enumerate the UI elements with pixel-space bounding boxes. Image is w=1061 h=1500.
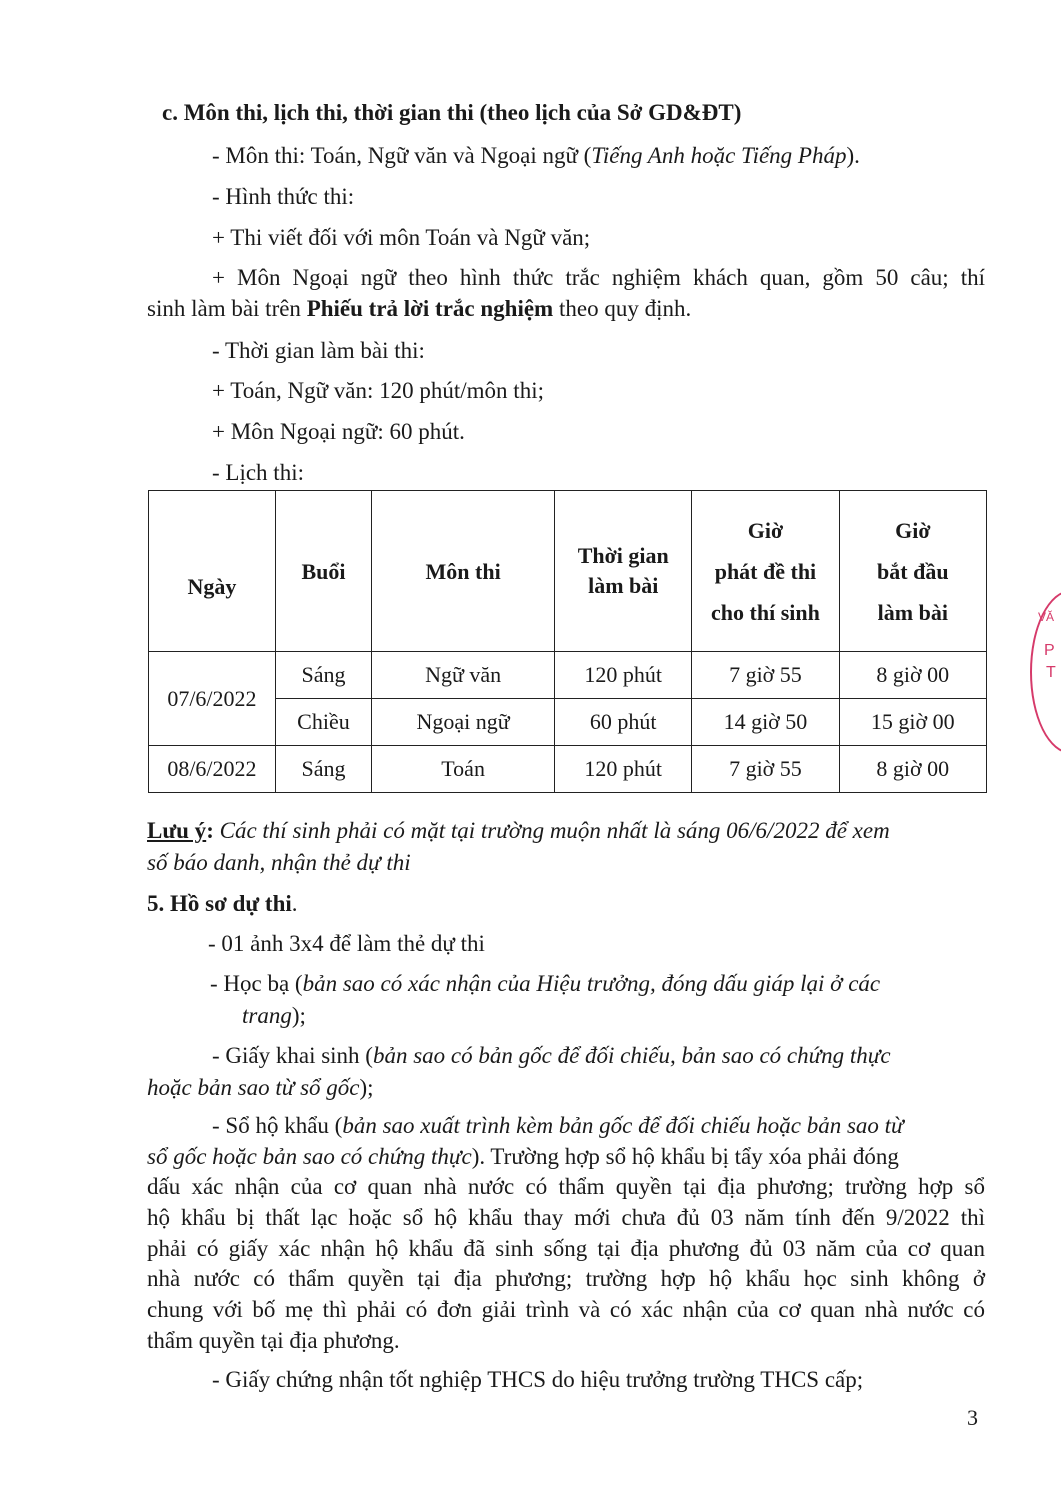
- format-mcq-line1: + Môn Ngoại ngữ theo hình thức trắc nghiệm khách quan, gồm 50 câu; thí: [212, 265, 985, 290]
- cell-duration: 60 phút: [555, 699, 692, 746]
- transcript-note-2: trang: [242, 1003, 292, 1028]
- header-session: Buổi: [275, 491, 371, 652]
- note-line2: số báo danh, nhận thẻ dự thi: [147, 850, 411, 875]
- req-birth-line2: [147, 1075, 374, 1101]
- format-label: - Hình thức thi:: [212, 184, 355, 209]
- table-row: [149, 652, 987, 699]
- header-handout-line2: phát đề thi: [714, 558, 817, 584]
- header-handout-line1: Giờ: [747, 517, 784, 543]
- req-household-line7: chung với bố mẹ thì phải có đơn giải trình và có xác nhận của cơ quan nhà nước có: [147, 1297, 985, 1322]
- req-household-line3: dấu xác nhận của cơ quan nhà nước có thẩm quyền tại địa phương; trường hợp sổ: [147, 1174, 985, 1199]
- answer-sheet-term: Phiếu trả lời trắc nghiệm: [306, 296, 554, 321]
- cell-handout-time: 14 giờ 50: [692, 699, 839, 746]
- header-start-line2: bắt đầu: [877, 558, 949, 584]
- note-colon: :: [206, 818, 214, 843]
- stamp-text-2: P: [1044, 642, 1055, 659]
- req-transcript-line1: [210, 971, 880, 997]
- req-birth-line1: [212, 1043, 891, 1069]
- cell-handout-time: 7 giờ 55: [692, 652, 839, 699]
- table-header-row: [149, 491, 987, 652]
- household-note-1: bản sao xuất trình kèm bản gốc để đối chiếu hoặc bản sao từ: [342, 1113, 904, 1138]
- cell-date: 08/6/2022: [149, 746, 276, 793]
- header-duration-line1: Thời gian: [577, 543, 669, 568]
- req-household-line5: phải có giấy xác nhận hộ khẩu đã sinh sống tại địa phương đủ 03 năm của cơ quan: [147, 1236, 985, 1261]
- section-5-heading: [147, 891, 298, 917]
- req-transcript-line2: [242, 1003, 306, 1029]
- header-date: Ngày: [149, 491, 276, 652]
- duration-label: - Thời gian làm bài thi:: [212, 338, 425, 363]
- header-start-time: [839, 491, 986, 652]
- schedule-label: - Lịch thi:: [212, 460, 304, 485]
- mcq-prefix: sinh làm bài trên: [147, 296, 307, 321]
- format-mcq-line2: [147, 296, 691, 322]
- req-household-line1: [212, 1113, 904, 1139]
- cell-duration: 120 phút: [555, 746, 692, 793]
- birth-note-1: bản sao có bản gốc để đối chiếu, bản sao có chứng thực: [372, 1043, 891, 1068]
- subjects-suffix: ).: [846, 143, 860, 168]
- cell-subject: Toán: [372, 746, 555, 793]
- birth-prefix: - Giấy khai sinh (: [212, 1043, 373, 1068]
- household-line2-suffix: ). Trường hợp sổ hộ khẩu bị tẩy xóa phải đóng: [471, 1144, 899, 1169]
- section-5-title: 5. Hồ sơ dự thi: [147, 891, 292, 916]
- header-handout-line3: cho thí sinh: [711, 599, 820, 625]
- transcript-prefix: - Học bạ (: [210, 971, 303, 996]
- format-written: + Thi viết đối với môn Toán và Ngữ văn;: [212, 225, 591, 250]
- header-handout-time: [692, 491, 839, 652]
- header-duration-line2: làm bài: [588, 573, 659, 598]
- transcript-suffix: );: [291, 1003, 306, 1028]
- official-stamp-fragment: [1030, 590, 1061, 754]
- header-subject: Môn thi: [372, 491, 555, 652]
- section-c-heading: c. Môn thi, lịch thi, thời gian thi (theo lịch của Sở GD&ĐT): [162, 100, 742, 125]
- req-household-line8: thẩm quyền tại địa phương.: [147, 1328, 400, 1353]
- cell-session: Sáng: [275, 652, 371, 699]
- req-household-line2: [147, 1144, 899, 1170]
- req-household-line4: hộ khẩu bị thất lạc hoặc sổ hộ khẩu thay mới chưa đủ 03 năm tính đến 9/2022 thì: [147, 1205, 985, 1230]
- subjects-prefix: - Môn thi: Toán, Ngữ văn và Ngoại ngữ (: [212, 143, 592, 168]
- cell-start-time: 8 giờ 00: [839, 746, 986, 793]
- mcq-suffix: theo quy định.: [553, 296, 692, 321]
- note-line1: [147, 818, 890, 844]
- subjects-line: [212, 143, 860, 169]
- household-prefix: - Sổ hộ khẩu (: [212, 1113, 343, 1138]
- req-graduation: - Giấy chứng nhận tốt nghiệp THCS do hiệu trưởng trường THCS cấp;: [212, 1367, 864, 1392]
- duration-language: + Môn Ngoại ngữ: 60 phút.: [212, 419, 465, 444]
- cell-subject: Ngữ văn: [372, 652, 555, 699]
- subjects-languages: Tiếng Anh hoặc Tiếng Pháp: [591, 143, 847, 168]
- duration-math-literature: + Toán, Ngữ văn: 120 phút/môn thi;: [212, 378, 544, 403]
- exam-schedule-table: [148, 490, 987, 793]
- note-label: Lưu ý: [147, 818, 207, 843]
- table-row: [149, 746, 987, 793]
- header-start-line3: làm bài: [877, 599, 948, 625]
- page-number: 3: [967, 1405, 978, 1430]
- birth-note-2: hoặc bản sao từ sổ gốc: [147, 1075, 360, 1100]
- cell-session: Sáng: [275, 746, 371, 793]
- cell-date: 07/6/2022: [149, 652, 276, 746]
- cell-subject: Ngoại ngữ: [372, 699, 555, 746]
- cell-session: Chiều: [275, 699, 371, 746]
- section-5-dot: .: [291, 891, 298, 916]
- household-note-2: sổ gốc hoặc bản sao có chứng thực: [147, 1144, 472, 1169]
- cell-start-time: 15 giờ 00: [839, 699, 986, 746]
- transcript-note-1: bản sao có xác nhận của Hiệu trưởng, đóng dấu giáp lại ở các: [302, 971, 881, 996]
- cell-duration: 120 phút: [555, 652, 692, 699]
- stamp-text-1: VĂ: [1038, 610, 1055, 624]
- header-start-line1: Giờ: [895, 517, 931, 543]
- stamp-text-3: T: [1046, 664, 1056, 681]
- note-text-1: Các thí sinh phải có mặt tại trường muộn nhất là sáng 06/6/2022 để xem: [213, 818, 890, 843]
- cell-start-time: 8 giờ 00: [839, 652, 986, 699]
- req-household-line6: nhà nước có thẩm quyền tại địa phương; trường hợp hộ khẩu học sinh không ở: [147, 1266, 985, 1291]
- birth-suffix: );: [359, 1075, 374, 1100]
- cell-handout-time: 7 giờ 55: [692, 746, 839, 793]
- header-duration: [555, 491, 692, 652]
- req-photo: - 01 ảnh 3x4 để làm thẻ dự thi: [208, 931, 485, 956]
